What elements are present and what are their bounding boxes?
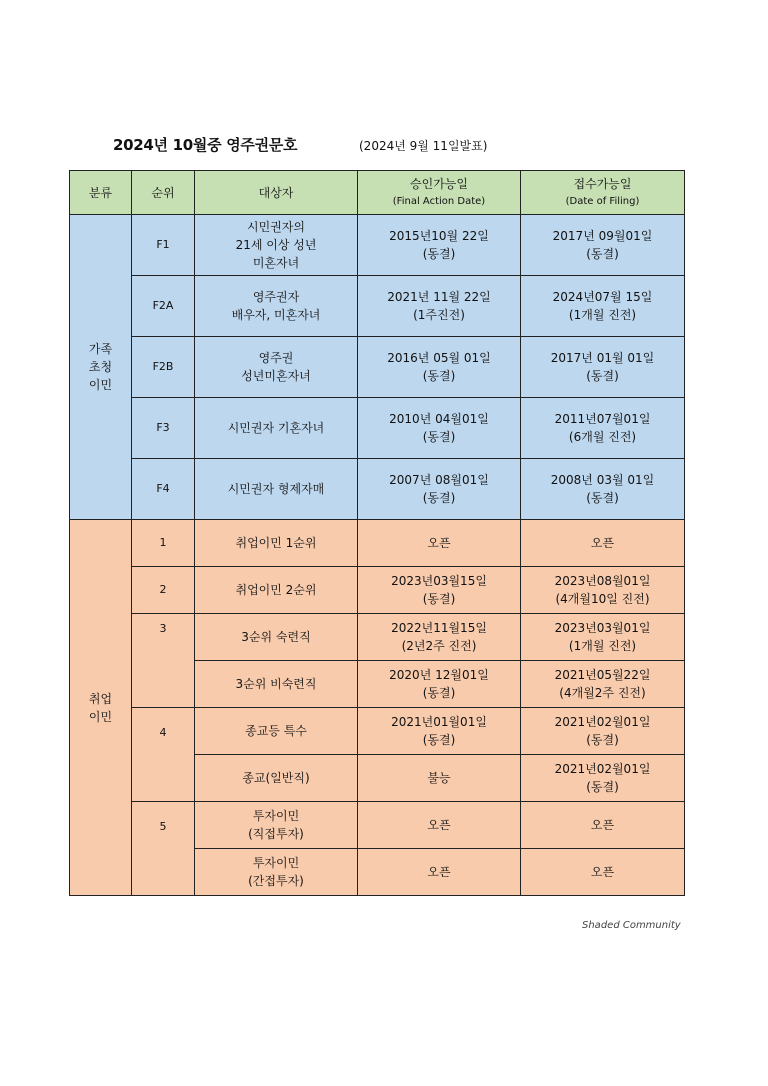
header-target: 대상자: [195, 171, 358, 215]
final-status: (동결): [422, 491, 456, 505]
filing-status: (동결): [586, 247, 619, 261]
filing-cell: [521, 567, 685, 614]
filing-status: (동결): [586, 369, 619, 383]
target-line: 21세 이상 성년: [235, 238, 317, 252]
target-cell: [195, 661, 358, 708]
filing-date: 2023년03월01일: [554, 621, 651, 635]
header-rank: 순위: [132, 171, 195, 215]
final-status: (동결): [422, 686, 456, 700]
final-action-cell: [358, 708, 521, 755]
final-date: 불능: [427, 771, 451, 785]
filing-date: 오픈: [590, 818, 615, 832]
header-filing: [521, 171, 685, 215]
rank-cell: 1: [132, 520, 195, 567]
filing-cell: [521, 276, 685, 337]
filing-cell: [521, 215, 685, 276]
filing-date: 오픈: [590, 865, 615, 879]
filing-status: (6개월 진전): [568, 430, 637, 444]
rank-cell: 2: [132, 567, 195, 614]
filing-date: 2021년02월01일: [554, 762, 651, 776]
target-line: 시민권자 기혼자녀: [227, 421, 325, 435]
target-line: 취업이민 1순위: [235, 536, 317, 550]
rank-cell: 4: [132, 708, 195, 802]
target-cell: [195, 459, 358, 520]
final-action-cell: [358, 661, 521, 708]
final-date: 2021년 11월 22일: [387, 290, 491, 304]
header-final-action: [358, 171, 521, 215]
target-line: (직접투자): [248, 827, 304, 841]
filing-cell: [521, 849, 685, 896]
family-category-cell: [70, 215, 132, 520]
final-action-cell: [358, 398, 521, 459]
target-line: (간접투자): [248, 874, 304, 888]
filing-cell: [521, 337, 685, 398]
target-cell: [195, 337, 358, 398]
final-status: (동결): [422, 369, 456, 383]
target-line: 취업이민 2순위: [235, 583, 317, 597]
rank-cell: F3: [132, 398, 195, 459]
final-status: (동결): [422, 247, 456, 261]
category-line: 취업: [88, 691, 113, 706]
final-action-cell: [358, 276, 521, 337]
header-filing-label: 접수가능일: [573, 176, 632, 191]
final-action-cell: [358, 337, 521, 398]
final-action-cell: [358, 614, 521, 661]
table-row: [70, 337, 685, 398]
final-action-cell: [358, 567, 521, 614]
filing-status: (동결): [586, 733, 619, 747]
category-line: 초청: [88, 360, 113, 374]
rank-cell: F2B: [132, 337, 195, 398]
final-status: (동결): [422, 733, 456, 747]
table-row: [70, 459, 685, 520]
filing-status: (1개월 진전): [568, 308, 637, 322]
visa-bulletin-table: [69, 170, 685, 896]
target-cell: [195, 520, 358, 567]
filing-date: 2017년 09월01일: [552, 229, 653, 243]
employment-category-cell: [70, 520, 132, 896]
filing-date: 2021년02월01일: [554, 715, 651, 729]
filing-date: 2024년07월 15일: [552, 290, 653, 304]
filing-cell: [521, 708, 685, 755]
table-row: [70, 567, 685, 614]
filing-date: 2023년08월01일: [554, 574, 651, 588]
filing-date: 2008년 03월 01일: [550, 473, 655, 487]
target-line: 3순위 비숙련직: [235, 677, 317, 691]
target-cell: [195, 567, 358, 614]
target-line: 투자이민: [252, 856, 300, 870]
final-date: 오픈: [427, 536, 451, 550]
filing-date: 2011년07월01일: [554, 412, 651, 426]
announcement-date: (2024년 9월 11일발표): [359, 139, 488, 153]
table-row: [70, 708, 685, 755]
target-line: 투자이민: [252, 809, 300, 823]
target-line: 영주권자: [252, 290, 300, 304]
filing-cell: [521, 459, 685, 520]
filing-cell: [521, 398, 685, 459]
target-line: 영주권: [258, 351, 294, 365]
target-line: 미혼자녀: [252, 256, 300, 270]
rank-cell: 3: [132, 614, 195, 708]
filing-date: 2017년 01월 01일: [550, 351, 655, 365]
page-title: 2024년 10월중 영주권문호: [113, 136, 298, 154]
final-action-cell: [358, 755, 521, 802]
target-cell: [195, 398, 358, 459]
category-line: 이민: [88, 709, 113, 724]
filing-status: (1개월 진전): [568, 639, 637, 653]
category-line: 이민: [88, 378, 113, 392]
filing-status: (동결): [586, 491, 619, 505]
category-line: 가족: [88, 342, 113, 356]
rank-cell: 5: [132, 802, 195, 896]
target-line: 배우자, 미혼자녀: [231, 308, 321, 322]
final-action-cell: [358, 802, 521, 849]
filing-date: 2021년05월22일: [554, 668, 651, 682]
target-cell: [195, 276, 358, 337]
final-date: 2010년 04월01일: [389, 412, 489, 426]
filing-cell: [521, 802, 685, 849]
final-status: (1주진전): [413, 308, 465, 322]
final-date: 오픈: [427, 865, 451, 879]
filing-cell: [521, 520, 685, 567]
final-action-cell: [358, 849, 521, 896]
target-line: 시민권자 형제자매: [227, 482, 325, 496]
final-date: 2020년 12월01일: [389, 668, 489, 682]
rank-cell: F1: [132, 215, 195, 276]
target-line: 성년미혼자녀: [241, 369, 311, 383]
target-cell: [195, 708, 358, 755]
target-line: 종교등 특수: [245, 724, 307, 738]
target-line: 종교(일반직): [242, 771, 310, 785]
target-cell: [195, 849, 358, 896]
header-final-action-label: 승인가능일: [410, 176, 468, 191]
final-action-cell: [358, 520, 521, 567]
final-date: 2016년 05월 01일: [387, 351, 491, 365]
final-date: 2023년03월15일: [391, 574, 487, 588]
header-final-action-en: (Final Action Date): [392, 195, 486, 207]
target-cell: [195, 614, 358, 661]
filing-cell: [521, 614, 685, 661]
table-row: [70, 398, 685, 459]
filing-status: (4개월2주 진전): [559, 686, 646, 700]
filing-status: (동결): [586, 780, 619, 794]
final-action-cell: [358, 459, 521, 520]
final-status: (동결): [422, 430, 456, 444]
header-row: [70, 171, 685, 215]
final-date: 2022년11월15일: [391, 621, 487, 635]
header-filing-en: (Date of Filing): [565, 195, 640, 207]
table-row: [70, 614, 685, 661]
rank-cell: F4: [132, 459, 195, 520]
filing-cell: [521, 661, 685, 708]
table-row: [70, 276, 685, 337]
filing-status: (4개월10일 진전): [555, 592, 650, 606]
table-row: [70, 520, 685, 567]
final-action-cell: [358, 215, 521, 276]
footer-credit: Shaded Community: [582, 920, 681, 931]
final-date: 2007년 08월01일: [389, 473, 489, 487]
target-cell: [195, 215, 358, 276]
final-status: (2년2주 진전): [401, 639, 477, 653]
final-date: 오픈: [427, 818, 451, 832]
table-row: [70, 215, 685, 276]
header-category: 분류: [70, 171, 132, 215]
final-date: 2015년10월 22일: [389, 229, 489, 243]
final-status: (동결): [422, 592, 456, 606]
filing-cell: [521, 755, 685, 802]
target-line: 3순위 숙련직: [241, 630, 311, 644]
filing-date: 오픈: [590, 536, 615, 550]
rank-cell: F2A: [132, 276, 195, 337]
target-line: 시민권자의: [247, 220, 305, 234]
target-cell: [195, 755, 358, 802]
target-cell: [195, 802, 358, 849]
final-date: 2021년01월01일: [391, 715, 487, 729]
table-row: [70, 802, 685, 849]
